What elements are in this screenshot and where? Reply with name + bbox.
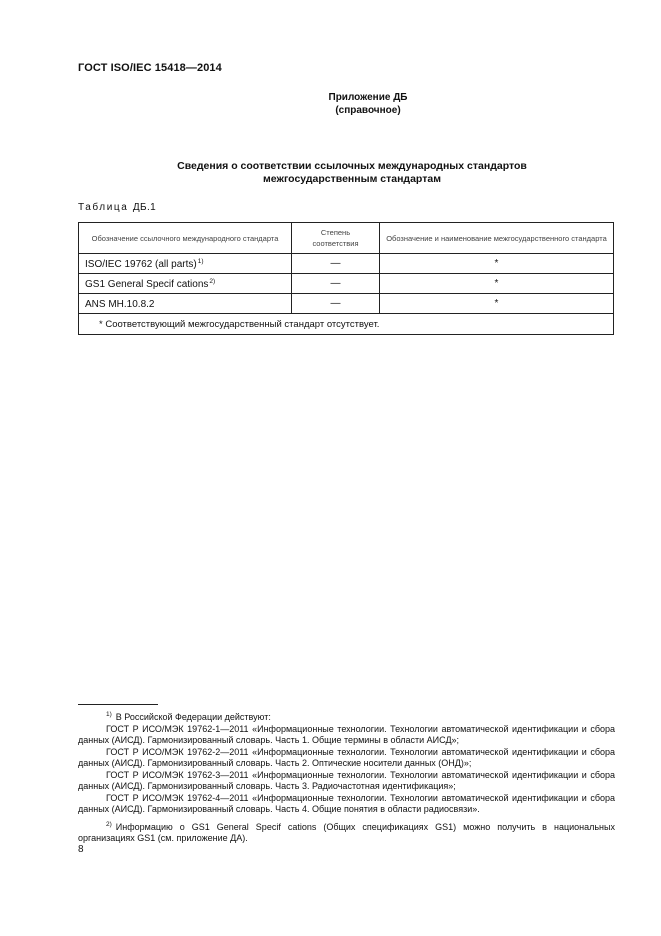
cell-interstate: * — [380, 274, 614, 294]
cell-degree: — — [292, 254, 380, 274]
column-header-degree: Степень соответствия — [292, 223, 380, 254]
table-caption — [78, 202, 156, 213]
table-note: * Соответствующий межгосударственный стандарт отсутствует. — [79, 314, 614, 335]
footnote-1-item: ГОСТ Р ИСО/МЭК 19762-3—2011 «Информационные технологии. Технологии автоматической идентификации и сбора данных (АИСД). Гармонизированный словарь. Часть 3. Радиочастотная идентификация»; — [78, 769, 615, 791]
section-title-line-1: Сведения о соответствии ссылочных международных стандартов — [177, 160, 527, 172]
table-caption-label: Таблица — [78, 202, 129, 213]
table-caption-number: ДБ.1 — [132, 202, 157, 213]
cell-reference — [79, 254, 292, 274]
footnote-1-marker: 1) — [106, 711, 112, 718]
footnote-1-item: ГОСТ Р ИСО/МЭК 19762-2—2011 «Информационные технологии. Технологии автоматической идентификации и сбора данных (АИСД). Гармонизированный словарь. Часть 2. Оптические носители данных (ОНД)»; — [78, 746, 615, 768]
cell-degree: — — [292, 274, 380, 294]
footnote-marker: 2) — [209, 278, 216, 285]
footnote-separator — [78, 704, 158, 705]
appendix-title: Приложение ДБ — [328, 92, 408, 103]
column-header-interstate: Обозначение и наименование межгосударственного стандарта — [380, 223, 614, 254]
cell-reference — [79, 294, 292, 314]
cell-degree: — — [292, 294, 380, 314]
footnote-marker: 1) — [197, 258, 204, 265]
footnote-2 — [78, 819, 615, 845]
cell-reference — [79, 274, 292, 294]
table-header-row — [79, 223, 614, 254]
document-code: ГОСТ ISO/IEC 15418—2014 — [78, 62, 222, 74]
reference-text: ISO/IEC 19762 (all parts) — [85, 259, 197, 270]
table-row — [79, 254, 614, 274]
footnote-2-marker: 2) — [106, 820, 112, 828]
footnote-1-item: ГОСТ Р ИСО/МЭК 19762-1—2011 «Информационные технологии. Технологии автоматической идентификации и сбора данных (АИСД). Гармонизированный словарь. Часть 1. Общие термины в области АИСД»; — [78, 723, 615, 745]
page-number: 8 — [78, 844, 84, 855]
footnote-2-text: Информацию о GS1 General Specif cations (Общих спецификациях GS1) можно получить в национальных организациях GS1 (см. приложение ДА). — [78, 821, 615, 843]
appendix-subtitle: (справочное) — [335, 105, 401, 116]
footnote-1-intro — [78, 709, 615, 724]
table-row — [79, 274, 614, 294]
table-note-row — [79, 314, 614, 335]
section-title-line-2: межгосударственным стандартам — [263, 173, 441, 185]
column-header-reference: Обозначение ссылочного международного стандарта — [79, 223, 292, 254]
table-row — [79, 294, 614, 314]
cell-interstate: * — [380, 294, 614, 314]
reference-text: GS1 General Specif cations — [85, 279, 209, 290]
correspondence-table — [78, 222, 614, 335]
cell-interstate: * — [380, 254, 614, 274]
footnote-1-intro-text: В Российской Федерации действуют: — [115, 712, 271, 722]
reference-text: ANS MH.10.8.2 — [85, 299, 155, 310]
footnotes — [78, 709, 615, 845]
footnote-1-item: ГОСТ Р ИСО/МЭК 19762-4—2011 «Информационные технологии. Технологии автоматической идентификации и сбора данных (АИСД). Гармонизированный словарь. Часть 4. Общие понятия в области радиосвязи». — [78, 792, 615, 814]
